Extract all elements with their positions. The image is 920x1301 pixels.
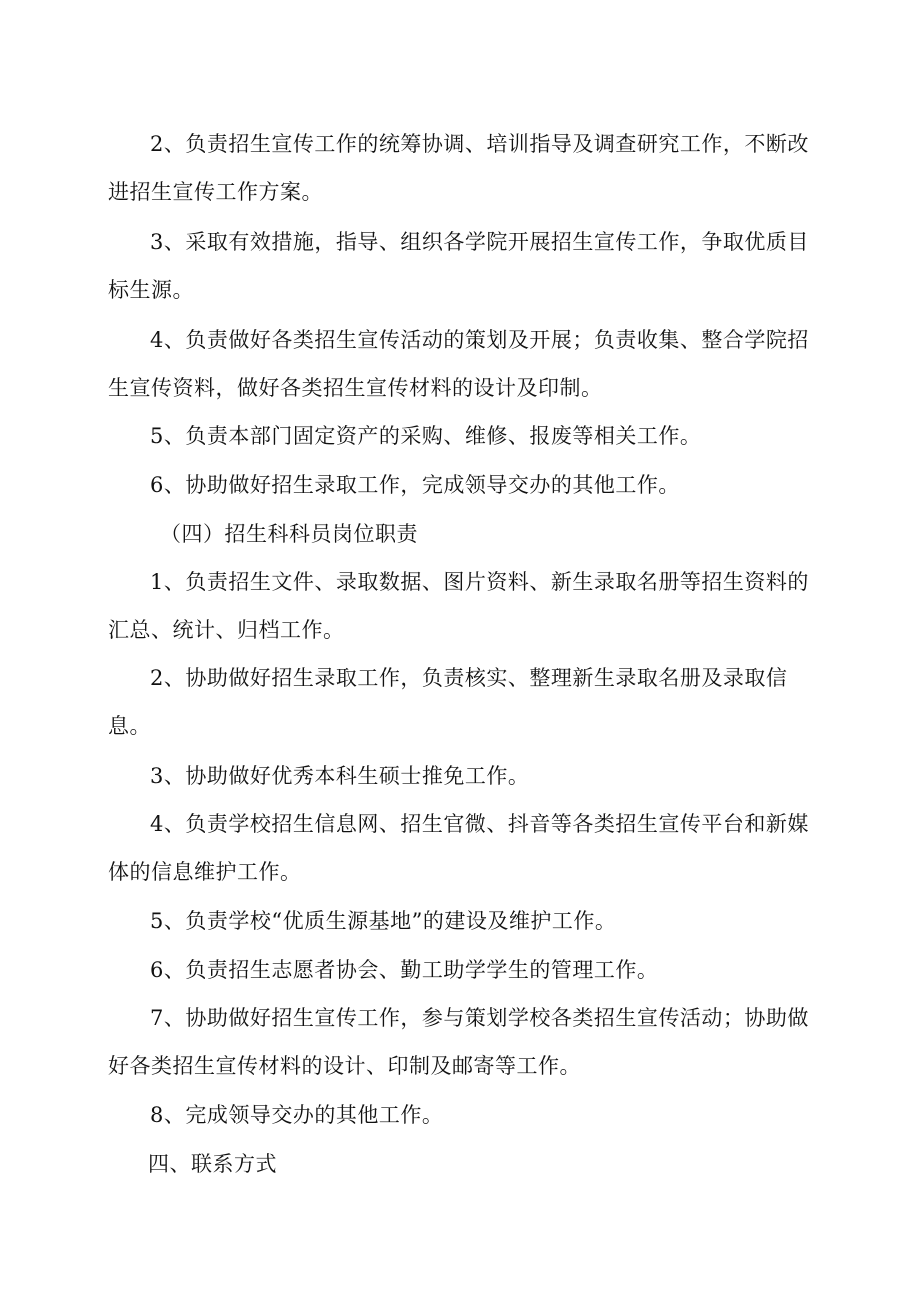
paragraph-duty-6: 6、协助做好招生录取工作，完成领导交办的其他工作。 [150, 473, 680, 497]
paragraph-clerk-duty-6: 6、负责招生志愿者协会、勤工助学学生的管理工作。 [150, 958, 659, 982]
paragraph-duty-4: 4、负责做好各类招生宣传活动的策划及开展；负责收集、整合学院招生宣传资料，做好各类招生宣传材料的设计及印制。 [108, 328, 809, 400]
section-heading-contact: 四、联系方式 [148, 1152, 277, 1176]
paragraph-clerk-duty-2: 2、协助做好招生录取工作，负责核实、整理新生录取名册及录取信息。 [108, 666, 788, 738]
paragraph-clerk-duty-7: 7、协助做好招生宣传工作，参与策划学校各类招生宣传活动；协助做好各类招生宣传材料的设计、印制及邮寄等工作。 [108, 1006, 809, 1078]
paragraph-clerk-duty-4: 4、负责学校招生信息网、招生官微、抖音等各类招生宣传平台和新媒体的信息维护工作。 [108, 812, 809, 884]
paragraph-duty-2: 2、负责招生宣传工作的统筹协调、培训指导及调查研究工作，不断改进招生宣传工作方案。 [108, 132, 809, 204]
paragraph-clerk-duty-3: 3、协助做好优秀本科生硕士推免工作。 [150, 764, 530, 788]
paragraph-duty-5: 5、负责本部门固定资产的采购、维修、报废等相关工作。 [150, 424, 702, 448]
paragraph-clerk-duty-1: 1、负责招生文件、录取数据、图片资料、新生录取名册等招生资料的汇总、统计、归档工作。 [108, 570, 809, 642]
section-subheading: （四）招生科科员岗位职责 [160, 522, 418, 546]
paragraph-duty-3: 3、采取有效措施，指导、组织各学院开展招生宣传工作，争取优质目标生源。 [108, 230, 809, 302]
paragraph-clerk-duty-5: 5、负责学校“优质生源基地”的建设及维护工作。 [150, 909, 617, 933]
paragraph-clerk-duty-8: 8、完成领导交办的其他工作。 [150, 1103, 444, 1127]
